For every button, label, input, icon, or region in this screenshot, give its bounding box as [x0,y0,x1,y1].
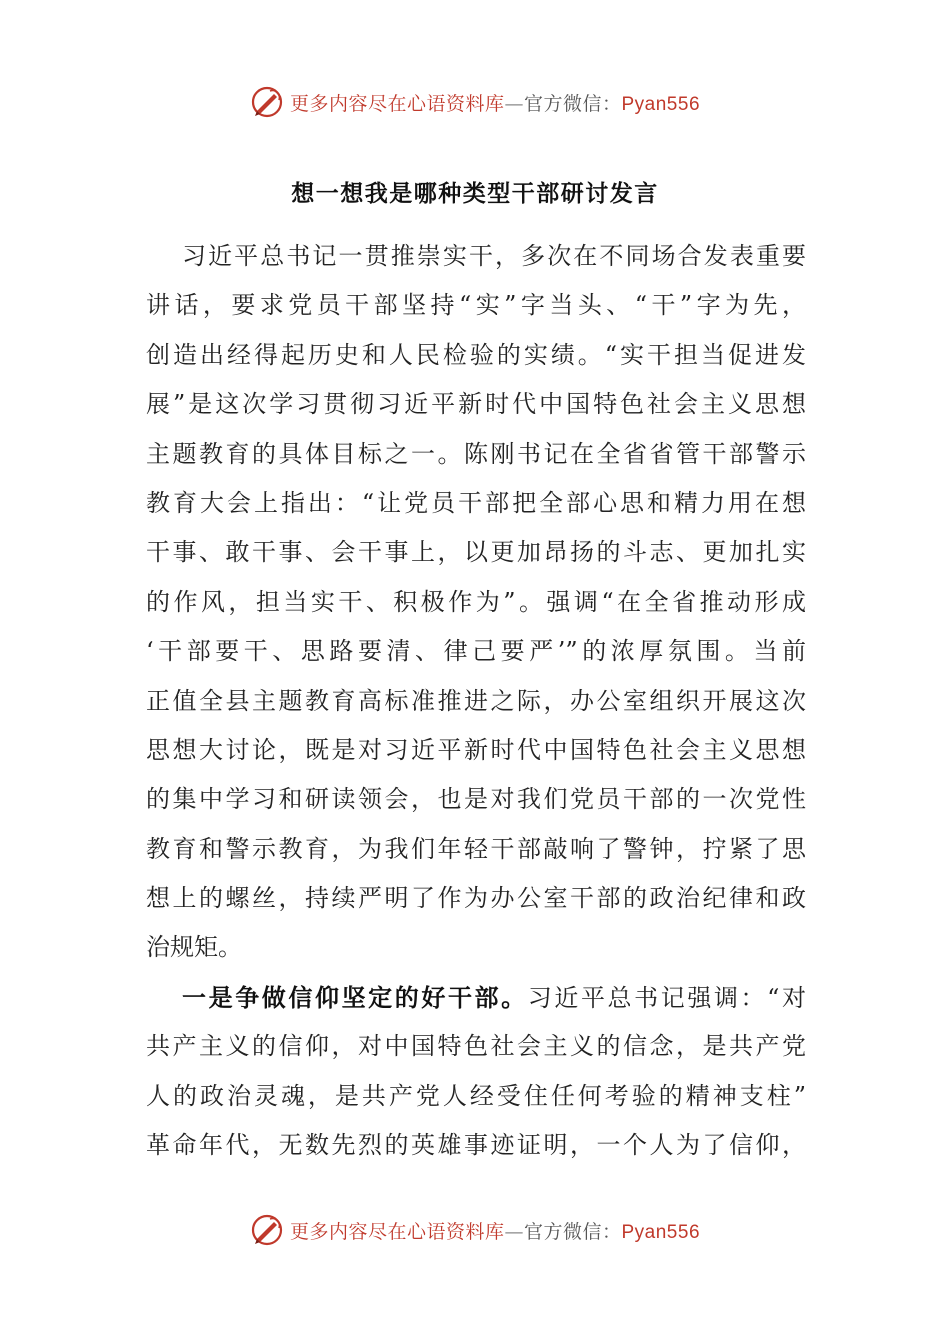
header-banner [0,80,950,124]
footer-wechat-label: 官方微信： [523,1220,622,1243]
paragraph-line: 治规矩。 [146,933,242,962]
paragraph-line: 共产主义的信仰，对中国特色社会主义的信念，是共产党 [146,1032,806,1061]
pen-logo-icon [250,1213,284,1247]
footer-brand-text: 更多内容尽在心语资料库 [289,1220,505,1243]
paragraph-line: 正值全县主题教育高标准推进之际，办公室组织开展这次 [146,686,806,715]
paragraph2-first-line-text: 习近平总书记强调：“对 [527,983,806,1012]
header-dash: — [504,92,524,115]
footer-banner [0,1208,950,1252]
paragraph2-first-line [146,973,806,1022]
paragraph-line: 教育大会上指出：“让党员干部把全部心思和精力用在想 [146,488,806,517]
paragraph-line: 干事、敢干事、会干事上，以更加昂扬的斗志、更加扎实 [146,538,806,567]
paragraph-line: 主题教育的具体目标之一。陈刚书记在全省省管干部警示 [146,439,806,468]
footer-banner-text [290,1217,700,1244]
header-banner-text [290,89,700,116]
paragraph-line: 创造出经得起历史和人民检验的实绩。“实干担当促进发 [146,340,806,369]
header-wechat-id: Pyan556 [621,93,701,115]
paragraph-line: 习近平总书记一贯推崇实干，多次在不同场合发表重要 [182,242,806,270]
pen-logo-icon [250,85,284,119]
paragraph-line: 的作风，担当实干、积极作为”。强调“在全省推动形成 [146,587,806,616]
paragraph-line: 的集中学习和研读领会，也是对我们党员干部的一次党性 [146,785,806,814]
footer-wechat-id: Pyan556 [621,1221,701,1243]
footer-dash: — [504,1220,524,1243]
paragraph-line: 教育和警示教育，为我们年轻干部敲响了警钟，拧紧了思 [146,834,806,863]
paragraph-line: 思想大讨论，既是对习近平新时代中国特色社会主义思想 [146,735,806,764]
paragraph-line: 展”是这次学习贯彻习近平新时代中国特色社会主义思想 [146,390,806,419]
paragraph-line: 想上的螺丝，持续严明了作为办公室干部的政治纪律和政 [146,884,806,913]
paragraph-line: 讲话，要求党员干部坚持“实”字当头、“干”字为先， [146,291,806,320]
header-wechat-label: 官方微信： [523,92,622,115]
paragraph-line: 人的政治灵魂，是共产党人经受住任何考验的精神支柱” [146,1081,806,1110]
paragraph-line: 革命年代，无数先烈的英雄事迹证明，一个人为了信仰， [146,1131,806,1160]
header-brand-text: 更多内容尽在心语资料库 [289,92,505,115]
document-body [146,232,806,1170]
paragraph-line: ‘干部要干、思路要清、律己要严’”的浓厚氛围。当前 [146,637,806,666]
document-title: 想一想我是哪种类型干部研讨发言 [291,180,659,207]
section-heading: 一是争做信仰坚定的好干部。 [182,982,528,1012]
